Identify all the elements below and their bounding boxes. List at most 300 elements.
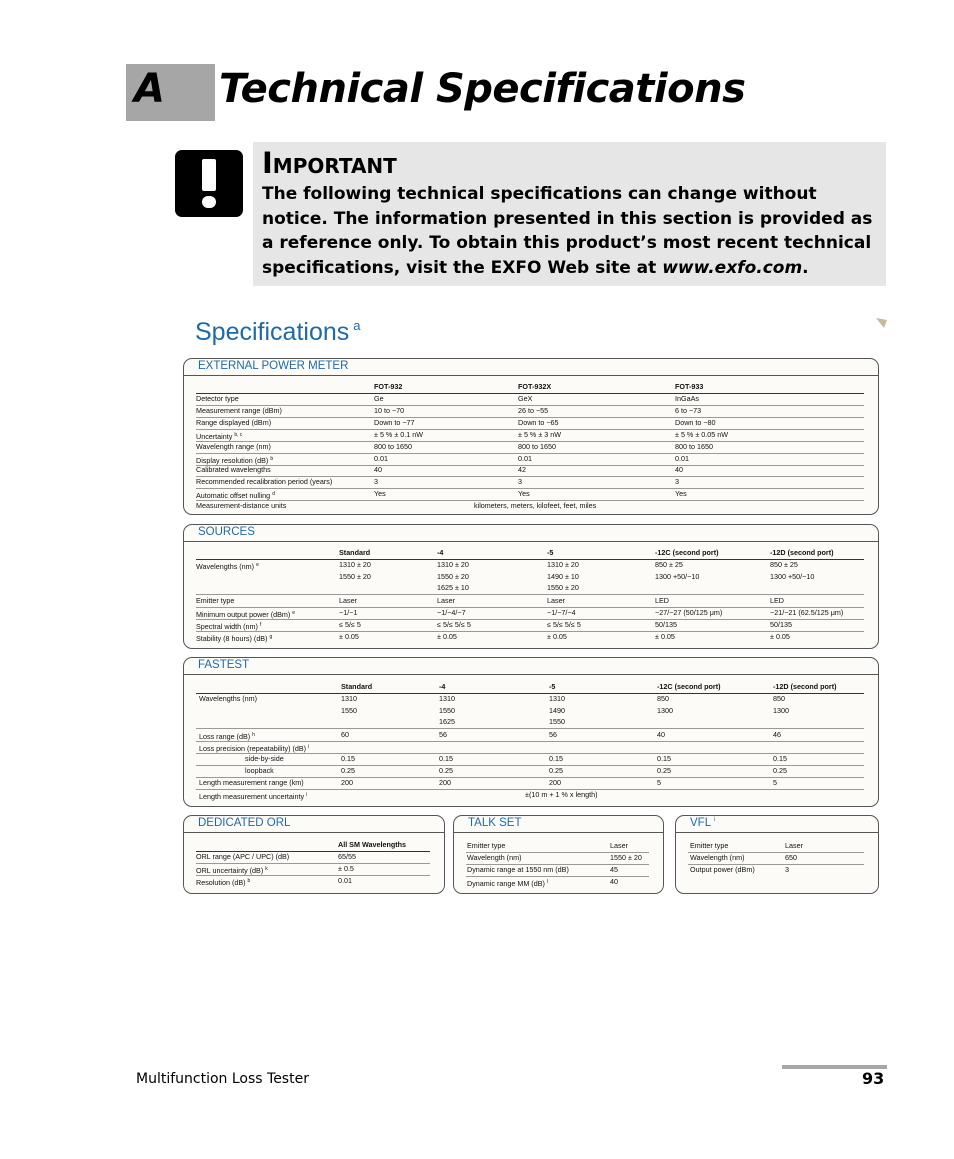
panel-heading: FASTEST: [198, 659, 250, 671]
table-cell-text: ≤ 5/≤ 5: [339, 619, 361, 629]
row-label-text: Length measurement range (km): [199, 778, 304, 787]
table-cell: [549, 730, 557, 740]
column-header-text: FOT-932X: [518, 382, 552, 391]
table-cell: [770, 572, 814, 582]
table-row: [196, 583, 864, 595]
row-label-text: Emitter type: [467, 841, 506, 850]
table-cell: [657, 730, 665, 740]
table-cell: [675, 406, 701, 416]
row-label-text: Resolution (dB): [196, 878, 246, 887]
table-cell: [610, 865, 618, 875]
column-header-text: FOT-933: [675, 382, 704, 391]
important-text-end: .: [802, 257, 809, 278]
table-row: [196, 620, 864, 632]
table-cell: [374, 465, 382, 475]
table-row: [196, 596, 864, 608]
table-row: [196, 717, 864, 729]
table-cell: [549, 706, 565, 716]
table-cell-text: 0.01: [374, 453, 388, 463]
row-label: [245, 766, 274, 776]
table-cell-text: 40: [675, 465, 683, 475]
table-cell: [675, 430, 728, 440]
table-cell: [374, 489, 386, 499]
row-label: [199, 790, 307, 802]
row-label-text: Emitter type: [690, 841, 729, 850]
column-header: [439, 682, 445, 692]
table-cell: [374, 418, 415, 428]
table-cell-text: 0.25: [657, 766, 671, 775]
table-cell-text: 0.15: [439, 754, 453, 763]
table-cell-text: 1310: [341, 694, 357, 703]
exfo-web-link[interactable]: www.exfo.com: [662, 257, 803, 278]
table-cell-text: 1310: [549, 694, 565, 703]
table-cell-text: Yes: [675, 489, 687, 499]
row-label: [690, 853, 744, 863]
column-header: [675, 382, 703, 392]
column-header: [339, 548, 370, 558]
table-row: [196, 852, 430, 864]
column-header-text: -12C (second port): [655, 548, 719, 557]
column-header-text: -5: [549, 682, 556, 691]
row-label: [196, 394, 239, 404]
table-cell: [675, 418, 716, 428]
table-cell-text: 1310 ± 20: [547, 560, 579, 569]
important-text-body: The following technical specifications can change without notice. The information presented in this section is provided as a reference only. To obtain this product’s most recent technical specifications, visit the EXFO Web site at: [262, 184, 873, 278]
table-cell: [437, 572, 469, 582]
table-cell-text: Laser: [785, 841, 803, 850]
table-cell-text: 40: [374, 465, 382, 475]
row-label: [196, 406, 282, 416]
table-cell-text: 3: [785, 865, 789, 874]
table-cell-text: 1550 ± 20: [339, 571, 371, 581]
row-label: [196, 608, 295, 620]
table-cell: [547, 596, 565, 606]
table-row: [196, 766, 864, 778]
table-cell: [374, 442, 412, 452]
table-cell-text: 0.25: [549, 766, 563, 775]
row-label: [196, 864, 268, 876]
table-cell: [549, 766, 563, 776]
row-label: [196, 477, 332, 487]
table-cell: [439, 730, 447, 740]
table-cell-text: ± 0.05: [770, 631, 790, 641]
table-row: [196, 465, 864, 477]
table-cell: [610, 853, 642, 863]
table-cell: [374, 430, 423, 440]
table-cell: [518, 454, 532, 464]
table-row: [688, 841, 864, 853]
column-header-text: -12C (second port): [657, 682, 721, 691]
row-label: [196, 465, 271, 475]
table-cell: [439, 706, 455, 716]
row-label-text: Dynamic range at 1550 nm (dB): [467, 865, 569, 874]
table-cell: [549, 778, 561, 788]
table-cell: [773, 694, 785, 704]
row-label: [196, 501, 286, 511]
page-title: Technical Specifications: [219, 66, 746, 112]
table-cell-text: 1310 ± 20: [437, 560, 469, 569]
panel-heading: DEDICATED ORL: [198, 817, 291, 829]
table-cell: [339, 632, 359, 642]
row-label: [690, 841, 728, 851]
table-cell-text: 0.25: [773, 766, 787, 775]
table-cell: [655, 572, 699, 582]
table-cell-text: ± 0.5: [338, 864, 354, 873]
table-cell-text: 1490: [549, 705, 565, 715]
table-cell: [338, 864, 354, 874]
sources-panel: [183, 524, 879, 649]
table-cell: [657, 706, 673, 716]
table-cell: [785, 841, 803, 851]
table-cell: [339, 596, 357, 606]
row-label: [245, 754, 284, 764]
panel-rule: [676, 832, 878, 833]
table-cell: [657, 766, 671, 776]
table-row: [196, 608, 864, 620]
column-header-text: -4: [437, 548, 444, 557]
table-cell: [610, 841, 628, 851]
table-cell: [770, 560, 798, 570]
table-cell: [474, 501, 596, 511]
table-row: [196, 489, 864, 501]
table-cell-text: 1550 ± 20: [547, 583, 579, 592]
table-cell-text: ±(10 m + 1 % x length): [525, 790, 598, 799]
table-cell-text: 850: [657, 694, 669, 703]
table-header-row: [196, 382, 864, 394]
table-cell-text: 46: [773, 730, 781, 739]
row-label-note: g: [269, 633, 273, 640]
table-cell: [675, 394, 699, 404]
row-label: [199, 694, 257, 704]
row-label-text: Wavelength (nm): [467, 853, 522, 862]
table-cell: [773, 706, 789, 716]
table-cell-text: LED: [655, 596, 669, 605]
column-header: [655, 548, 719, 558]
table-cell-text: Ge: [374, 394, 384, 403]
column-header: [518, 382, 551, 392]
table-header-row: [196, 548, 864, 560]
row-label-text: Calibrated wavelengths: [196, 465, 271, 475]
table-cell: [525, 790, 597, 800]
table-cell-text: ± 0.05: [655, 631, 675, 641]
table-cell: [657, 694, 669, 704]
row-label-text: Length measurement uncertainty: [199, 792, 305, 801]
panel-heading: TALK SET: [468, 817, 522, 829]
table-cell-text: Down to −77: [374, 417, 415, 427]
table-cell-text: 200: [341, 778, 353, 787]
table-cell: [547, 560, 579, 570]
row-label-text: Loss precision (repeatability) (dB): [199, 744, 307, 753]
table-cell-text: 10 to −70: [374, 405, 405, 415]
panel-rule: [454, 832, 663, 833]
table-cell-text: ± 5 % ± 0.1 nW: [374, 429, 424, 439]
row-label: [196, 852, 289, 862]
row-label-text: Emitter type: [196, 596, 235, 605]
column-header: [773, 682, 837, 692]
table-cell: [437, 620, 471, 630]
table-cell: [773, 778, 777, 788]
row-label-note: e: [256, 562, 259, 568]
table-row: [688, 853, 864, 865]
table-row: [196, 864, 430, 876]
table-cell: [785, 853, 797, 863]
column-header-text: Standard: [339, 548, 371, 557]
table-cell: [610, 877, 618, 887]
table-cell-text: 1625 ± 10: [437, 583, 469, 592]
row-label-text: Range displayed (dBm): [196, 417, 272, 427]
row-label: [196, 596, 234, 606]
table-cell: [518, 430, 561, 440]
table-row: [196, 442, 864, 454]
table-cell: [439, 717, 455, 727]
table-cell: [549, 754, 563, 764]
table-cell-text: 6 to −73: [675, 405, 702, 415]
table-cell: [437, 583, 469, 593]
table-cell-text: Laser: [339, 596, 357, 605]
table-cell: [518, 442, 556, 452]
table-cell: [339, 560, 371, 570]
table-cell-text: ≤ 5/≤ 5/≤ 5: [437, 619, 471, 629]
row-label-text: ORL uncertainty (dB): [196, 866, 264, 875]
table-row: [466, 853, 649, 865]
row-label-note: b: [247, 878, 251, 884]
row-label: [690, 865, 755, 875]
specifications-note: a: [353, 318, 361, 333]
table-cell-text: ± 5 % ± 3 nW: [518, 429, 562, 439]
row-label-text: Detector type: [196, 394, 239, 403]
table-cell: [437, 560, 469, 570]
row-label: [196, 620, 261, 632]
table-cell-text: 5: [773, 778, 777, 787]
table-cell-text: −27/−27 (50/125 μm): [655, 607, 723, 617]
table-cell-text: 800 to 1650: [518, 441, 556, 451]
table-cell: [341, 706, 357, 716]
row-label: [199, 730, 255, 742]
page-number: 93: [862, 1069, 885, 1088]
table-cell-text: InGaAs: [675, 394, 699, 403]
row-label-note: i: [308, 744, 310, 750]
table-cell-text: 800 to 1650: [374, 441, 412, 451]
table-cell: [339, 620, 361, 630]
row-label-text: Recommended recalibration period (years): [196, 477, 333, 487]
table-cell: [518, 477, 522, 487]
important-title: Important: [262, 146, 397, 180]
table-cell: [439, 754, 453, 764]
row-label: [196, 454, 273, 466]
column-header: [374, 382, 402, 392]
panel-rule: [184, 541, 878, 542]
row-label-text: Uncertainty: [196, 431, 233, 441]
table-cell-text: 0.01: [338, 876, 352, 885]
row-label: [467, 865, 569, 875]
row-label-text: Wavelengths (nm): [196, 562, 255, 571]
table-cell: [374, 394, 384, 404]
row-label-text: Measurement range (dBm): [196, 405, 282, 415]
row-label-note: b, c: [234, 431, 243, 438]
table-cell: [770, 632, 790, 642]
table-cell: [341, 778, 353, 788]
table-cell-text: 1550 ± 20: [610, 853, 642, 862]
row-label: [196, 418, 271, 428]
table-cell: [770, 608, 843, 618]
table-cell-text: Down to −80: [675, 417, 716, 427]
row-label-text: Dynamic range MM (dB): [467, 879, 545, 888]
table-cell-text: 50/135: [655, 619, 677, 629]
column-header-text: -4: [439, 682, 446, 691]
table-cell-text: Yes: [518, 489, 530, 499]
column-header-text: -5: [547, 548, 554, 557]
table-row: [196, 754, 864, 766]
row-label: [196, 430, 242, 442]
table-cell-text: 0.25: [439, 766, 453, 775]
table-cell-text: 1300: [657, 705, 673, 715]
row-label-note: e: [292, 609, 296, 616]
table-cell-text: 3: [675, 477, 679, 487]
row-label: [199, 778, 304, 788]
table-cell: [675, 454, 689, 464]
row-label-text: loopback: [245, 766, 274, 775]
column-header: [657, 682, 721, 692]
table-cell: [338, 852, 356, 862]
table-cell: [439, 766, 453, 776]
table-cell-text: 5: [657, 778, 661, 787]
table-cell-text: −1/−1: [339, 607, 358, 617]
table-cell-text: 1490 ± 10: [547, 571, 579, 581]
table-cell-text: 0.15: [657, 754, 671, 763]
table-cell-text: 1550 ± 20: [437, 571, 469, 581]
table-cell-text: −1/−7/−4: [547, 607, 576, 617]
table-cell-text: ≤ 5/≤ 5/≤ 5: [547, 619, 581, 629]
row-label: [196, 876, 250, 888]
table-cell: [374, 406, 404, 416]
table-cell-text: 0.15: [341, 754, 355, 763]
table-cell: [439, 778, 451, 788]
column-header-text: -12D (second port): [773, 682, 837, 691]
table-cell-text: 850: [773, 694, 785, 703]
panel-heading: SOURCES: [198, 526, 255, 538]
table-cell-text: 56: [439, 730, 447, 739]
table-cell-text: 0.15: [549, 754, 563, 763]
row-label-note: b: [270, 455, 274, 462]
table-cell-text: GeX: [518, 394, 533, 403]
dedicated-orl-panel: [183, 815, 445, 894]
table-cell-text: 200: [439, 778, 451, 787]
table-cell-text: ± 0.05: [339, 631, 359, 641]
important-text: [262, 182, 874, 280]
chapter-letter: A: [134, 66, 165, 112]
table-cell-text: 0.01: [675, 453, 689, 463]
column-header: [549, 682, 555, 692]
table-cell-text: 1625: [439, 717, 455, 726]
table-cell-text: 1300: [773, 705, 789, 715]
row-label: [196, 632, 272, 644]
panel-heading: EXTERNAL POWER METER: [198, 360, 349, 372]
column-header-text: All SM Wavelengths: [338, 840, 407, 849]
table-cell: [770, 620, 792, 630]
row-label-note: d: [272, 491, 275, 498]
table-cell: [547, 572, 579, 582]
table-row: [196, 730, 864, 742]
table-cell: [675, 489, 687, 499]
important-notice: [253, 142, 886, 286]
table-cell: [339, 572, 371, 582]
table-cell-text: −1/−4/−7: [437, 607, 466, 617]
table-cell-text: 0.25: [341, 766, 355, 775]
table-row: [196, 418, 864, 430]
column-header-text: -12D (second port): [770, 548, 834, 557]
table-cell-text: 1300 +50/−10: [655, 571, 700, 581]
table-cell: [374, 477, 378, 487]
row-label-text: Minimum output power (dBm): [196, 609, 291, 619]
table-row: [196, 406, 864, 418]
row-label-text: Loss range (dB): [199, 732, 251, 741]
panel-rule: [184, 832, 444, 833]
talk-set-panel: [453, 815, 664, 894]
table-cell: [785, 865, 789, 875]
panel-heading-note: i: [713, 817, 716, 824]
column-header: [341, 682, 372, 692]
row-label-note: i: [306, 792, 308, 798]
table-row: [196, 477, 864, 489]
column-header: [437, 548, 443, 558]
table-cell-text: 0.15: [773, 754, 787, 763]
table-cell-text: 0.01: [518, 453, 532, 463]
table-cell: [338, 876, 352, 886]
table-cell-text: LED: [770, 596, 784, 605]
panel-heading: [690, 817, 715, 829]
table-cell-text: 850 ± 25: [770, 560, 798, 569]
table-cell-text: 1550: [549, 717, 565, 726]
table-cell: [675, 442, 713, 452]
vfl-panel: [675, 815, 879, 894]
table-cell-text: 800 to 1650: [675, 441, 713, 451]
panel-heading-text: VFL: [690, 817, 711, 829]
table-cell: [549, 717, 565, 727]
table-cell-text: Laser: [610, 841, 628, 850]
table-cell: [675, 477, 679, 487]
column-header-text: Standard: [341, 682, 373, 691]
table-header-row: [196, 682, 864, 694]
column-header: [770, 548, 834, 558]
table-cell-text: 1550: [439, 705, 455, 715]
table-cell-text: ± 0.05: [437, 631, 457, 641]
external-power-meter-panel: [183, 358, 879, 515]
table-cell: [655, 596, 669, 606]
table-cell: [655, 632, 675, 642]
table-cell: [437, 632, 457, 642]
table-row: [196, 430, 864, 442]
corner-mark-icon: [876, 318, 887, 328]
table-row: [196, 454, 864, 466]
row-label-note: h: [252, 732, 255, 738]
table-cell: [547, 583, 579, 593]
table-cell: [437, 608, 466, 618]
table-cell: [773, 730, 781, 740]
table-cell-text: 42: [518, 465, 526, 475]
table-cell: [657, 754, 671, 764]
row-label: [196, 489, 275, 501]
table-row: [196, 394, 864, 406]
table-cell-text: −21/−21 (62.5/125 μm): [770, 607, 844, 617]
row-label-note: l: [546, 879, 549, 885]
table-cell: [518, 406, 548, 416]
table-cell-text: Down to −65: [518, 417, 559, 427]
table-cell: [675, 465, 683, 475]
table-row: [466, 841, 649, 853]
row-label-text: side-by-side: [245, 754, 284, 763]
table-cell: [655, 620, 677, 630]
table-cell: [547, 608, 576, 618]
